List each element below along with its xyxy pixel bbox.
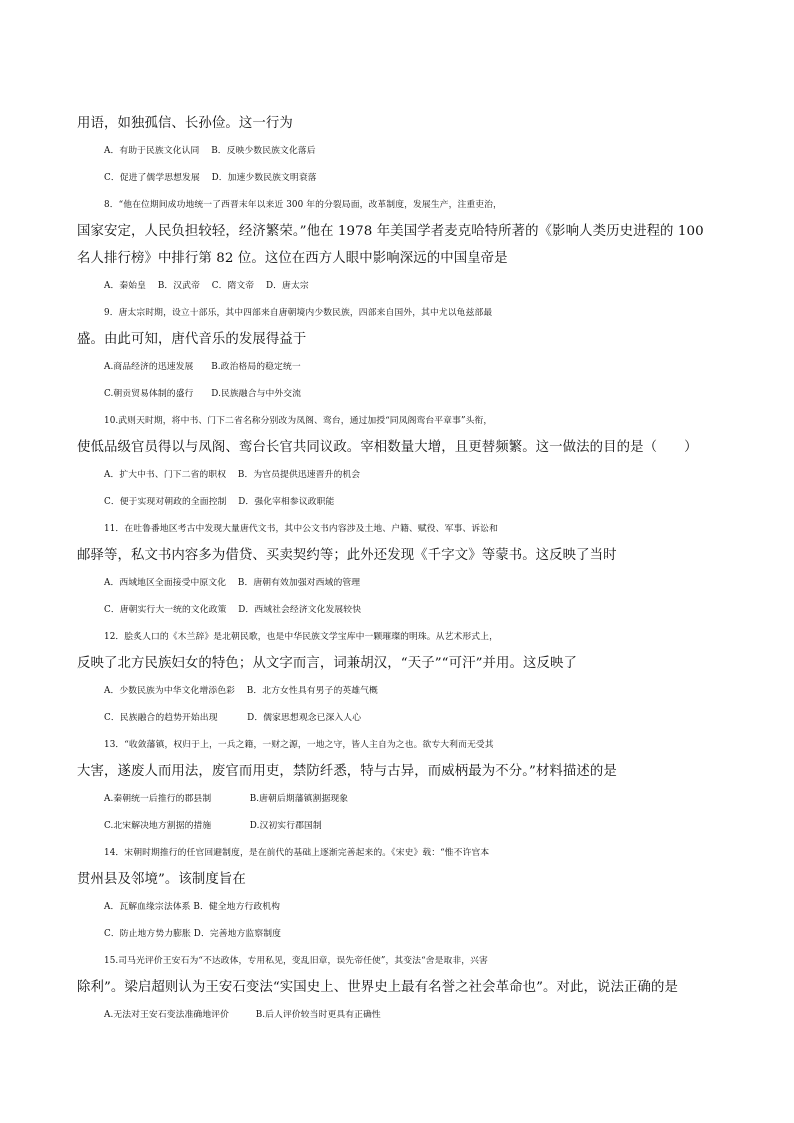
question-14-stem: 14．宋朝时期推行的任官回避制度，是在前代的基础上逐渐完善起来的。《宋史》载：“惟不许官本: [104, 848, 490, 858]
question-8-stem-line-3: 名人排行榜》中排行第 82 位。这位在西方人眼中影响深远的中国皇帝是: [77, 251, 508, 266]
question-15-stem-line-2: 除利”。梁启超则认为王安石变法“实国史上、世界史上最有名誉之社会革命也”。对此，说法正确的是: [77, 980, 678, 995]
question-7-options-cd: C．促进了儒学思想发展 D．加速少数民族文明衰落: [104, 173, 317, 183]
question-9-options-cd: C.朝贡贸易体制的盛行 D.民族融合与中外交流: [104, 389, 302, 399]
question-10-options-ab: A．扩大中书、门下二省的职权 B．为官员提供迅速晋升的机会: [104, 470, 361, 480]
question-8-stem: 8．“他在位期间成功地统一了西晋末年以来近 300 年的分裂局面，改革制度，发展生产，注重吏治，: [104, 200, 502, 210]
question-10-stem-line-2: 使低品级官员得以与凤阁、鸾台长官共同议政。宰相数量大增，且更替频繁。这一做法的目的是（ ）: [77, 440, 698, 455]
question-13-stem-line-2: 大害，遂废人而用法，废官而用吏，禁防纤悉，特与古异，而威柄最为不分。”材料描述的是: [77, 764, 617, 779]
question-12-stem-line-2: 反映了北方民族妇女的特色；从文字而言，词兼胡汉，“天子”“可汗”并用。这反映了: [77, 656, 577, 671]
question-14-options-cd: C．防止地方势力膨胀 D．完善地方监察制度: [104, 929, 282, 939]
question-13-stem: 13．“收敛藩镇，权归于上，一兵之籍，一财之源，一地之守，皆人主自为之也。欲专大利而无受其: [104, 740, 494, 750]
question-8-stem-line-2: 国家安定，人民负担较轻，经济繁荣。”他在 1978 年美国学者麦克哈特所著的《影响人类历史进程的 100: [77, 224, 704, 239]
question-14-options-ab: A．瓦解血缘宗法体系 B．健全地方行政机构: [104, 902, 281, 912]
question-13-options-ab: A.秦朝统一后推行的郡县制 B.唐朝后期藩镇割据现象: [104, 794, 349, 804]
question-11-stem: 11．在吐鲁番地区考古中发现大量唐代文书，其中公文书内容涉及土地、户籍、赋役、军事、诉讼和: [104, 524, 498, 534]
question-13-options-cd: C.北宋解决地方割据的措施 D.汉初实行郡国制: [104, 821, 322, 831]
question-15-options-ab: A.无法对王安石变法准确地评价 B.后人评价较当时更具有正确性: [104, 1010, 381, 1020]
question-7-stem-end: 用语，如独孤信、长孙俭。这一行为: [77, 116, 293, 131]
question-12-stem: 12．脍炙人口的《木兰辞》是北朝民歌，也是中华民族文学宝库中一颗璀璨的明珠。从艺术形式上，: [104, 632, 498, 642]
question-11-options-cd: C．唐朝实行大一统的文化政策 D．西域社会经济文化发展较快: [104, 605, 362, 615]
question-11-stem-line-2: 邮驿等，私文书内容多为借贷、买卖契约等；此外还发现《千字文》等蒙书。这反映了当时: [77, 548, 617, 563]
question-8-options: A．秦始皇 B．汉武帝 C．隋文帝 D．唐太宗: [104, 281, 309, 291]
question-10-stem: 10.武则天时期，将中书、门下二省名称分别改为凤阁、鸾台，通过加授“同凤阁鸾台平章事”头衔，: [104, 416, 493, 426]
question-7-options-ab: A．有助于民族文化认同 B．反映少数民族文化落后: [104, 146, 316, 156]
question-12-options-ab: A．少数民族为中华文化增添色彩 B．北方女性具有男子的英雄气概: [104, 686, 378, 696]
question-14-stem-line-2: 贯州县及邻境”。该制度旨在: [77, 872, 246, 887]
question-9-options-ab: A.商品经济的迅速发展 B.政治格局的稳定统一: [104, 362, 301, 372]
question-9-stem: 9．唐太宗时期，设立十部乐，其中四部来自唐朝境内少数民族，四部来自国外，其中尤以龟兹部最: [104, 308, 493, 318]
question-10-options-cd: C．便于实现对朝政的全面控制 D．强化宰相参议政职能: [104, 497, 335, 507]
question-11-options-ab: A．西域地区全面接受中原文化 B．唐朝有效加强对西域的管理: [104, 578, 361, 588]
question-15-stem: 15.司马光评价王安石为“不达政体，专用私见，变乱旧章，误先帝任使”，其变法“舍是取非，兴害: [104, 956, 488, 966]
question-12-options-cd: C．民族融合的趋势开始出现 D．儒家思想观念已深入人心: [104, 713, 362, 723]
question-9-stem-line-2: 盛。由此可知，唐代音乐的发展得益于: [77, 332, 307, 347]
